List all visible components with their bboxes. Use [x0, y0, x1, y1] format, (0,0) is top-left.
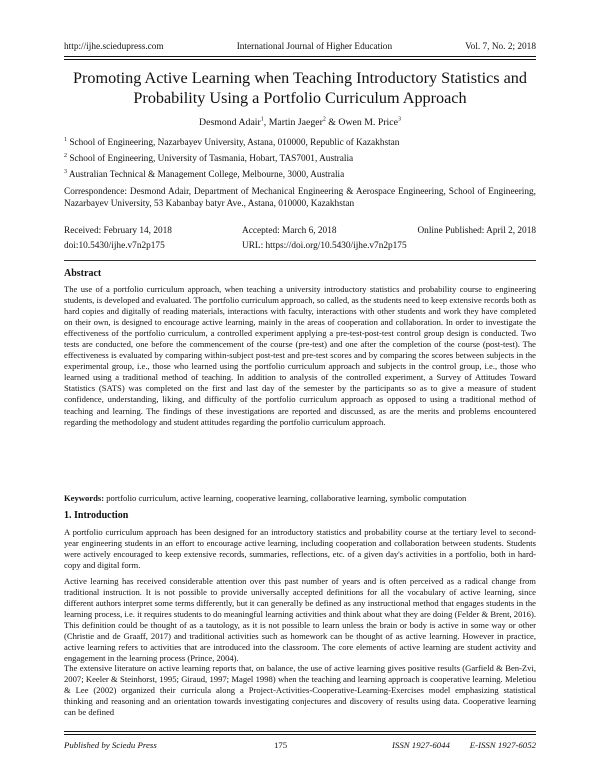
- footer-divider: [64, 731, 536, 735]
- published-date: Online Published: April 2, 2018: [417, 226, 536, 236]
- abstract-heading: Abstract: [64, 268, 102, 279]
- keywords: [64, 493, 536, 504]
- keywords-list: portfolio curriculum, active learning, cooperative learning, collaborative learning, symbolic computation: [104, 493, 467, 503]
- journal-url-link[interactable]: http://ijhe.sciedupress.com: [64, 42, 164, 52]
- article-url-link[interactable]: URL: https://doi.org/10.5430/ijhe.v7n2p175: [242, 241, 407, 251]
- author-list: Desmond Adair$^1$, Martin Jaeger$^2$ & Owen M. Price$^3$: [199, 116, 401, 128]
- doi-link[interactable]: doi:10.5430/ijhe.v7n2p175: [64, 241, 165, 251]
- eissn: E-ISSN 1927-6052: [469, 740, 536, 750]
- volume-info: Vol. 7, No. 2; 2018: [465, 42, 536, 52]
- keywords-label: Keywords:: [64, 493, 105, 503]
- journal-name: International Journal of Higher Education: [236, 42, 393, 52]
- author-name: Owen M. Price: [338, 117, 398, 128]
- received-date: Received: February 14, 2018: [64, 226, 172, 236]
- title-line-2: Probability Using a Portfolio Curriculum Approach: [133, 89, 467, 107]
- affiliation-2: $^2$ School of Engineering, University of Tasmania, Hobart, TAS7001, Australia: [64, 152, 354, 164]
- intro-paragraph-2: Active learning has received considerable attention over this past number of years and is often perceived as a radical change from traditional instruction. It is not possible to provide universally accepted definitions for all the vocabulary of active learning, since different authors interpret some terms differently, but it can generally be defined as any instructional method that engages students in the learning process, i.e. it requires students to do meaningful learning activities and think about what they are doing (Felder & Brent, 2016). This definition could be thought of as a tautology, as it is not possible to learn unless the brain or body is active in some way or other (Christie and de Graaff, 2017) and traditional activities such as homework can be thought of as active learning. However in practice, active learning refers to activities that are introduced into the classroom. The core elements of active learning are student activity and engagement in the learning process (Prince, 2004).: [64, 576, 536, 664]
- introduction-heading: 1. Introduction: [64, 510, 129, 521]
- author-name: Desmond Adair: [199, 117, 261, 128]
- article-title: [64, 68, 536, 108]
- intro-paragraph-1: A portfolio curriculum approach has been designed for an introductory statistics and probability course at the tertiary level to second-year engineering students in an effort to encourage active learning, including cooperation and collaboration between students. Students were actively encouraged to keep extensive records, summaries, reflections, etc. of a given day's activities in a portfolio, both in hard-copy and digital form.: [64, 527, 536, 571]
- title-line-1: Promoting Active Learning when Teaching Introductory Statistics and: [73, 69, 527, 87]
- affiliation-3: $^3$ Australian Technical & Management College, Melbourne, 3000, Australia: [64, 168, 345, 180]
- affiliation-1: $^1$ School of Engineering, Nazarbayev University, Astana, 010000, Republic of Kazakhstan: [64, 136, 400, 148]
- publisher-name: Published by Sciedu Press: [64, 740, 157, 750]
- correspondence: Correspondence: Desmond Adair, Department of Mechanical Engineering & Aerospace Engineering, School of Engineering, Nazarbayev University, 53 Kabanbay batyr Ave., Astana, 010000, Kazakhstan: [64, 187, 536, 209]
- abstract-text: The use of a portfolio curriculum approach, when teaching a university introductory statistics and probability course to engineering students, is developed and evaluated. The portfolio curriculum approach, so called, as the students need to keep extensive records both as hard copies and digitally of reading materials, interactions with faculty, interactions with other students and work they have completed on their own, is designed to encourage active learning, mainly in the areas of cooperation and collaboration. In order to investigate the effectiveness of the portfolio curriculum, a controlled experiment applying a pre-test-post-test control group design is conducted. Two tests are conducted, one before the commencement of the course (pre-test) and one after the completion of the course (post-test). The effectiveness is evaluated by comparing within-subject post-test and pre-test scores and by comparing the scores between subjects in the experimental group, i.e., those who learned using the portfolio curriculum approach and subjects in the control group, i.e., those who learned using a traditional method of teaching. In addition to analysis of the controlled experiment, a Survey of Attitudes Toward Statistics (SATS) was completed on the first and last day of the semester by the participants so as to give a measure of student confidence, understanding, liking, and difficulty of the portfolio curriculum approach as opposed to using a traditional method of teaching and learning. The findings of these investigations are reported and discussed, as are the merits and problems encountered regarding the methodology and student attitudes regarding the portfolio curriculum approach.: [64, 284, 536, 427]
- header-divider: [64, 56, 536, 60]
- meta-divider: [64, 260, 536, 261]
- page-number: 175: [274, 740, 288, 750]
- running-header: [64, 42, 536, 53]
- issn: ISSN 1927-6044: [392, 740, 450, 750]
- author-name: Martin Jaeger: [268, 117, 323, 128]
- intro-paragraph-3: The extensive literature on active learning reports that, on balance, the use of active learning gives positive results (Garfield & Ben-Zvi, 2007; Keeler & Steinhorst, 1995; Giraud, 1997; Magel 1998) when the teaching and learning approach is cooperative learning. Meletiou & Lee (2002) organized their curricula along a Project-Activities-Cooperative-Learning-Exercises model emphasizing statistical thinking and reasoning and an orientation towards investigating conjectures and discovery of results using data. Cooperative learning can be defined: [64, 663, 536, 718]
- accepted-date: Accepted: March 6, 2018: [242, 226, 337, 236]
